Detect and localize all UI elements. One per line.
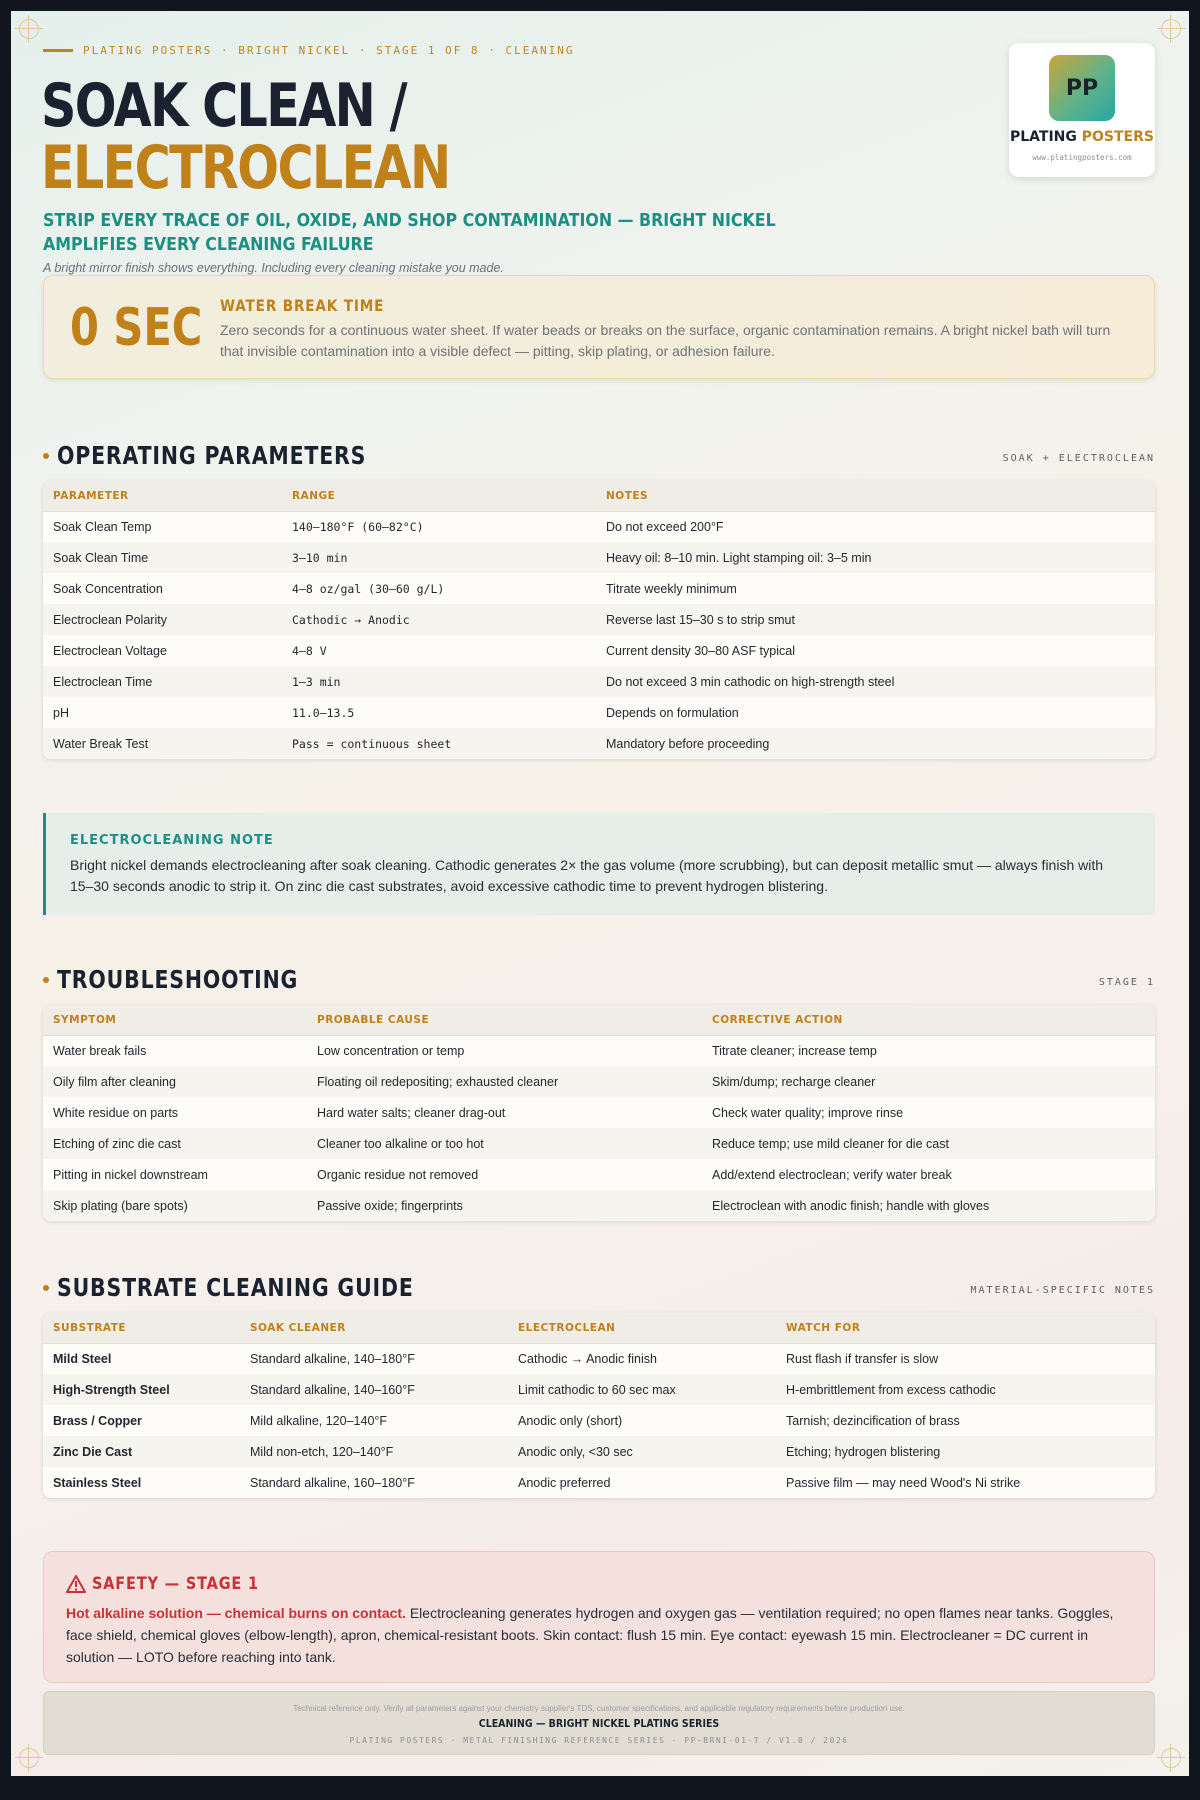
logo-url: www.platingposters.com	[1032, 153, 1132, 162]
table-row	[43, 697, 1155, 728]
table-cell: Floating oil redepositing; exhausted cleaner	[307, 1066, 702, 1097]
table-row	[43, 1066, 1155, 1097]
eyebrow	[43, 44, 575, 57]
table-cell: Organic residue not removed	[307, 1159, 702, 1190]
table-cell: Zinc Die Cast	[43, 1436, 240, 1467]
operating-parameters-table	[43, 481, 1155, 759]
table-cell: Pass = continuous sheet	[282, 728, 596, 759]
table-cell: Etching of zinc die cast	[43, 1128, 307, 1159]
page-title-line1: SOAK CLEAN /	[41, 71, 407, 141]
eyebrow-text: PLATING POSTERS · BRIGHT NICKEL · STAGE 1 OF 8 · CLEANING	[83, 44, 575, 57]
table-cell: Soak Clean Temp	[43, 511, 282, 542]
table-cell: Standard alkaline, 140–160°F	[240, 1374, 508, 1405]
table-cell: Electroclean Time	[43, 666, 282, 697]
substrate-cleaning-table	[43, 1313, 1155, 1498]
substrate-section-title: SUBSTRATE CLEANING GUIDE	[57, 1273, 414, 1302]
water-break-title: WATER BREAK TIME	[220, 296, 385, 315]
table-row	[43, 1436, 1155, 1467]
table-row	[43, 1128, 1155, 1159]
table-cell: Brass / Copper	[43, 1405, 240, 1436]
page-subtitle: STRIP EVERY TRACE OF OIL, OXIDE, AND SHOP CONTAMINATION — BRIGHT NICKEL AMPLIFIES EVERY CLEANING FAILURE	[43, 210, 776, 255]
table-cell: Mild Steel	[43, 1343, 240, 1374]
electrocleaning-note	[43, 813, 1155, 915]
eyebrow-dash	[43, 49, 73, 52]
table-cell: Reduce temp; use mild cleaner for die cast	[702, 1128, 1155, 1159]
table-cell: 140–180°F (60–82°C)	[282, 511, 596, 542]
table-row	[43, 1467, 1155, 1498]
water-break-text: Zero seconds for a continuous water sheet. If water beads or breaks on the surface, organic contamination remains. A bright nickel bath will turn that invisible contamination into a visible defect — pitting, skip plating, or adhesion failure.	[220, 322, 1111, 359]
water-break-callout	[43, 275, 1155, 379]
table-header-row	[43, 481, 1155, 511]
table-cell: Do not exceed 3 min cathodic on high-strength steel	[596, 666, 1155, 697]
troubleshooting-section-tag: STAGE 1	[1098, 977, 1155, 988]
column-header: WATCH FOR	[776, 1313, 1155, 1343]
column-header: PARAMETER	[43, 481, 282, 511]
safety-callout	[43, 1551, 1155, 1683]
table-cell: Standard alkaline, 160–180°F	[240, 1467, 508, 1498]
crosshair-mark-top-left	[15, 15, 43, 43]
footer-series: CLEANING — BRIGHT NICKEL PLATING SERIES	[478, 1718, 720, 1730]
table-cell: Electroclean Voltage	[43, 635, 282, 666]
table-cell: Skim/dump; recharge cleaner	[702, 1066, 1155, 1097]
safety-lead: Hot alkaline solution — chemical burns on contact.	[66, 1605, 406, 1621]
table-cell: Mild non-etch, 120–140°F	[240, 1436, 508, 1467]
table-header-row	[43, 1313, 1155, 1343]
logo-name	[1009, 129, 1155, 145]
column-header: CORRECTIVE ACTION	[702, 1005, 1155, 1035]
column-header: PROBABLE CAUSE	[307, 1005, 702, 1035]
table-row	[43, 635, 1155, 666]
table-cell: Current density 30–80 ASF typical	[596, 635, 1155, 666]
table-cell: 11.0–13.5	[282, 697, 596, 728]
table-row	[43, 1374, 1155, 1405]
table-cell: Passive oxide; fingerprints	[307, 1190, 702, 1221]
table-cell: Water Break Test	[43, 728, 282, 759]
table-cell: Cathodic → Anodic finish	[508, 1343, 776, 1374]
troubleshooting-table	[43, 1005, 1155, 1221]
table-cell: Cleaner too alkaline or too hot	[307, 1128, 702, 1159]
column-header: ELECTROCLEAN	[508, 1313, 776, 1343]
table-cell: Limit cathodic to 60 sec max	[508, 1374, 776, 1405]
crosshair-mark-bottom-right	[1157, 1744, 1185, 1772]
crosshair-mark-bottom-left	[15, 1744, 43, 1772]
table-cell: Mandatory before proceeding	[596, 728, 1155, 759]
operating-section-heading	[43, 441, 434, 470]
table-cell: Passive film — may need Wood's Ni strike	[776, 1467, 1155, 1498]
water-break-value: 0 SEC	[70, 298, 203, 358]
note-title: ELECTROCLEANING NOTE	[70, 833, 274, 848]
warning-icon	[66, 1575, 86, 1593]
logo-badge: PP	[1049, 55, 1115, 121]
page-title-line2: ELECTROCLEAN	[41, 133, 450, 203]
table-cell: Low concentration or temp	[307, 1035, 702, 1066]
table-cell: 4–8 oz/gal (30–60 g/L)	[282, 573, 596, 604]
table-cell: Add/extend electroclean; verify water break	[702, 1159, 1155, 1190]
table-row	[43, 1343, 1155, 1374]
section-dot	[43, 977, 49, 983]
table-cell: Anodic preferred	[508, 1467, 776, 1498]
logo-name-part1: PLATING	[1009, 129, 1082, 145]
column-header: SOAK CLEANER	[240, 1313, 508, 1343]
table-cell: Tarnish; dezincification of brass	[776, 1405, 1155, 1436]
table-cell: White residue on parts	[43, 1097, 307, 1128]
table-row	[43, 604, 1155, 635]
tagline: A bright mirror finish shows everything. Including every cleaning mistake you made.	[43, 261, 504, 275]
safety-body: Electrocleaning generates hydrogen and oxygen gas — ventilation required; no open flames near tanks. Goggles, face shield, chemical gloves (elbow-length), apron, chemical-resistant boots. Skin contact: flush 15 min. Eye contact: eyewash 15 min. Electrocleaner = DC current in solution — LOTO before reaching into tank.	[66, 1605, 1114, 1665]
column-header: SUBSTRATE	[43, 1313, 240, 1343]
table-cell: Depends on formulation	[596, 697, 1155, 728]
crosshair-mark-top-right	[1157, 15, 1185, 43]
table-cell: 1–3 min	[282, 666, 596, 697]
table-header-row	[43, 1005, 1155, 1035]
operating-section-tag: SOAK + ELECTROCLEAN	[1002, 453, 1155, 464]
table-row	[43, 1190, 1155, 1221]
table-row	[43, 1405, 1155, 1436]
table-row	[43, 1097, 1155, 1128]
section-dot	[43, 1285, 49, 1291]
troubleshooting-section-heading	[43, 965, 351, 994]
table-row	[43, 666, 1155, 697]
footer-meta: PLATING POSTERS · METAL FINISHING REFERENCE SERIES · PP-BRNI-01-T / V1.0 / 2026	[349, 1736, 849, 1745]
table-row	[43, 542, 1155, 573]
table-cell: High-Strength Steel	[43, 1374, 240, 1405]
table-cell: Anodic only, <30 sec	[508, 1436, 776, 1467]
substrate-section-tag: MATERIAL-SPECIFIC NOTES	[970, 1285, 1155, 1296]
table-cell: Soak Concentration	[43, 573, 282, 604]
logo-card	[1009, 43, 1155, 177]
table-cell: Pitting in nickel downstream	[43, 1159, 307, 1190]
operating-section-title: OPERATING PARAMETERS	[57, 441, 367, 470]
footer-disclaimer: Technical reference only. Verify all parameters against your chemistry supplier's TDS, customer specifications, and applicable regulatory requirements before production use.	[293, 1704, 905, 1713]
table-cell: 4–8 V	[282, 635, 596, 666]
table-row	[43, 511, 1155, 542]
table-cell: Etching; hydrogen blistering	[776, 1436, 1155, 1467]
table-cell: Do not exceed 200°F	[596, 511, 1155, 542]
substrate-section-heading	[43, 1273, 492, 1302]
table-cell: 3–10 min	[282, 542, 596, 573]
table-cell: Titrate weekly minimum	[596, 573, 1155, 604]
table-cell: Electroclean Polarity	[43, 604, 282, 635]
column-header: SYMPTOM	[43, 1005, 307, 1035]
table-row	[43, 1035, 1155, 1066]
table-cell: Standard alkaline, 140–180°F	[240, 1343, 508, 1374]
column-header: NOTES	[596, 481, 1155, 511]
table-row	[43, 573, 1155, 604]
table-cell: Heavy oil: 8–10 min. Light stamping oil: 3–5 min	[596, 542, 1155, 573]
table-cell: Rust flash if transfer is slow	[776, 1343, 1155, 1374]
table-row	[43, 1159, 1155, 1190]
table-cell: Reverse last 15–30 s to strip smut	[596, 604, 1155, 635]
table-cell: Electroclean with anodic finish; handle with gloves	[702, 1190, 1155, 1221]
safety-title: SAFETY — STAGE 1	[92, 1574, 259, 1594]
section-dot	[43, 453, 49, 459]
logo-name-part2: POSTERS	[1081, 129, 1154, 145]
safety-text	[66, 1602, 1136, 1668]
table-cell: Skip plating (bare spots)	[43, 1190, 307, 1221]
table-cell: Titrate cleaner; increase temp	[702, 1035, 1155, 1066]
table-cell: Water break fails	[43, 1035, 307, 1066]
note-text: Bright nickel demands electrocleaning after soak cleaning. Cathodic generates 2× the gas volume (more scrubbing), but can deposit metallic smut — always finish with 15–30 seconds anodic to strip it. On zinc die cast substrates, avoid excessive cathodic time to prevent hydrogen blistering.	[70, 857, 1104, 894]
troubleshooting-section-title: TROUBLESHOOTING	[57, 965, 299, 994]
table-cell: pH	[43, 697, 282, 728]
table-cell: Cathodic → Anodic	[282, 604, 596, 635]
table-cell: Check water quality; improve rinse	[702, 1097, 1155, 1128]
table-cell: Oily film after cleaning	[43, 1066, 307, 1097]
table-cell: Hard water salts; cleaner drag-out	[307, 1097, 702, 1128]
footer	[43, 1691, 1155, 1755]
column-header: RANGE	[282, 481, 596, 511]
table-cell: Stainless Steel	[43, 1467, 240, 1498]
table-cell: Anodic only (short)	[508, 1405, 776, 1436]
safety-heading	[66, 1574, 288, 1594]
table-cell: Soak Clean Time	[43, 542, 282, 573]
poster-page	[11, 11, 1189, 1776]
table-cell: H-embrittlement from excess cathodic	[776, 1374, 1155, 1405]
table-row	[43, 728, 1155, 759]
table-cell: Mild alkaline, 120–140°F	[240, 1405, 508, 1436]
